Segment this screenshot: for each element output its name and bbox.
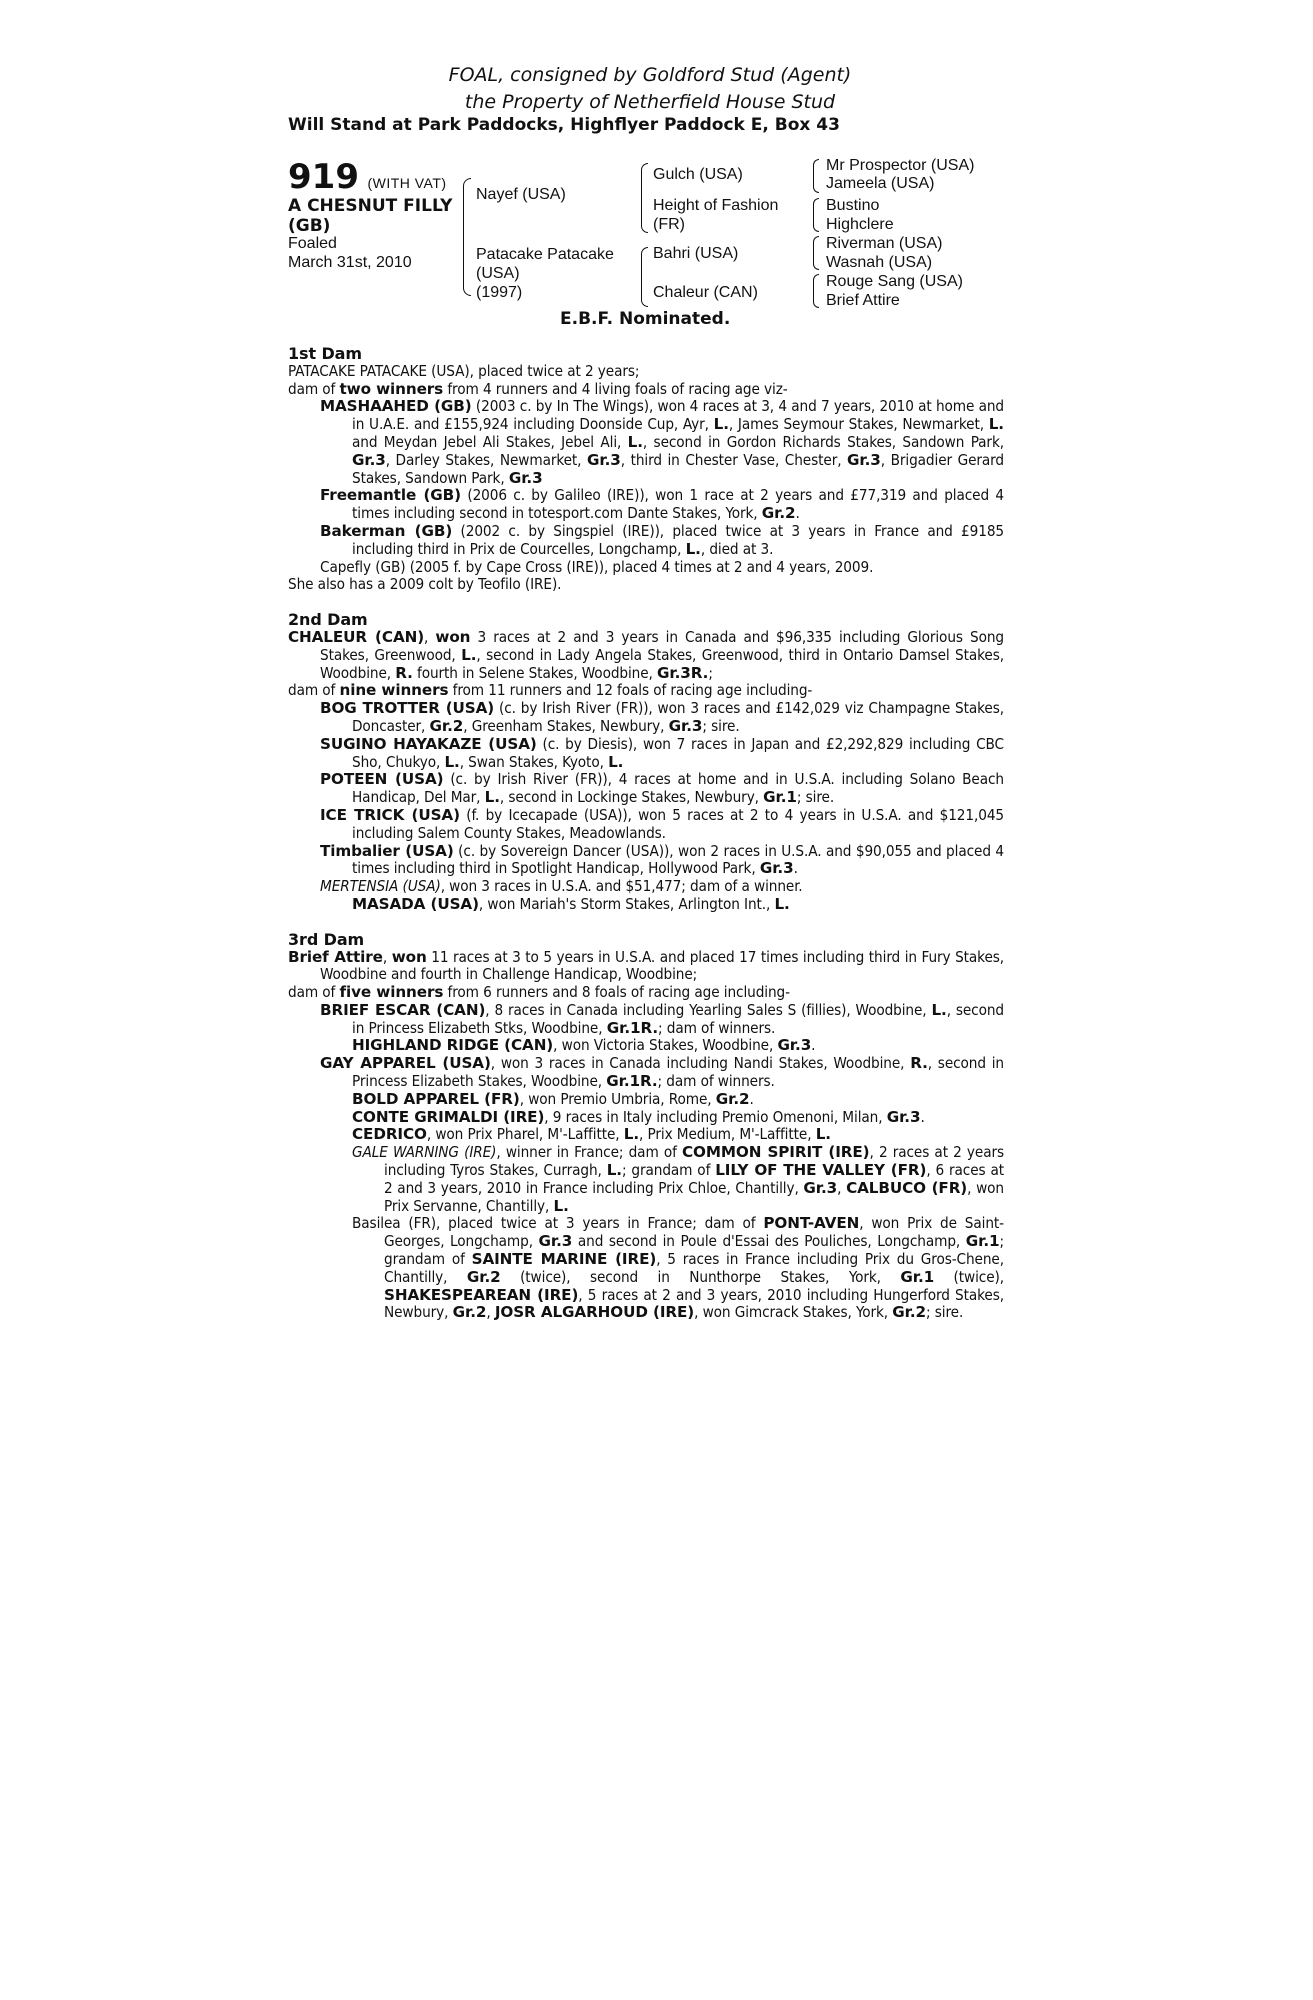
produce-entry: CEDRICO, won Prix Pharel, M'-Laffitte, L., Prix Medium, M'-Laffitte, L. bbox=[352, 1125, 831, 1144]
produce-entry: GAY APPAREL (USA), won 3 races in Canada including Nandi Stakes, Woodbine, R., second in Princess Elizabeth Stakes, Woodbine, Gr.1R.; dam of winners. bbox=[320, 1054, 1004, 1091]
dam-dam-dam: Brief Attire bbox=[826, 292, 900, 309]
foaled-date-value: March 31st, 2010 bbox=[288, 254, 412, 271]
produce-entry: BOLD APPAREL (FR), won Premio Umbria, Rome, Gr.2. bbox=[352, 1089, 754, 1108]
sire-dam-line2: (FR) bbox=[653, 216, 685, 233]
dam-line3: (1997) bbox=[476, 284, 523, 301]
produce-entry: Basilea (FR), placed twice at 3 years in France; dam of PONT-AVEN, won Prix de Saint-Georges, Longchamp, Gr.3 and second in Poule d'Essai des Pouliches, Longchamp, Gr.1; grandam of SAINTE MARINE (IRE), 5 races in France including Prix du Gros-Chene, Chantilly, Gr.2 (twice), second in Nunthorpe Stakes, York, Gr.1 (twice), SHAKESPEAREAN (IRE), 5 races at 2 and 3 years, 2010 including Hungerford Stakes, Newbury, Gr.2, JOSR ALGARHOUD (IRE), won Gimcrack Stakes, York, Gr.2; sire. bbox=[352, 1214, 1005, 1322]
foal-description bbox=[288, 196, 452, 236]
dam-sire: Bahri (USA) bbox=[653, 245, 739, 262]
first-dam-produce-intro: dam of two winners from 4 runners and 4 living foals of racing age viz- bbox=[288, 379, 788, 398]
produce-entry: GALE WARNING (IRE), winner in France; dam of COMMON SPIRIT (IRE), 2 races at 2 years including Tyros Stakes, Curragh, L.; grandam of LILY OF THE VALLEY (FR), 6 races at 2 and 3 years, 2010 in France including Prix Chloe, Chantilly, Gr.3, CALBUCO (FR), won Prix Servanne, Chantilly, L. bbox=[352, 1143, 1005, 1215]
foal-sex-line1: A CHESNUT FILLY bbox=[288, 196, 453, 216]
second-dam-produce-intro: dam of nine winners from 11 runners and 12 foals of racing age including- bbox=[288, 681, 813, 700]
foal-sex-line2: (GB) bbox=[288, 216, 331, 236]
sire-dam-sire: Bustino bbox=[826, 197, 880, 214]
produce-entry: SUGINO HAYAKAZE (USA) (c. by Diesis), won 7 races in Japan and £2,292,829 including CBC Sho, Chukyo, L., Swan Stakes, Kyoto, L. bbox=[320, 734, 1005, 771]
produce-record bbox=[288, 345, 1004, 1322]
second-dam-paragraph: CHALEUR (CAN), won 3 races at 2 and 3 years in Canada and $96,335 including Glorious Song Stakes, Greenwood, L., second in Lady Angela Stakes, Greenwood, third in Ontario Damsel Stakes, Woodbine, R. fourth in Selene Stakes, Woodbine, Gr.3R.; bbox=[288, 627, 1004, 682]
third-dam-paragraph: Brief Attire, won 11 races at 3 to 5 years in U.S.A. and placed 17 times including third in Fury Stakes, Woodbine and fourth in Challenge Handicap, Woodbine; bbox=[288, 947, 1005, 984]
produce-entry: MERTENSIA (USA), won 3 races in U.S.A. and $51,477; dam of a winner. bbox=[320, 877, 803, 896]
ebf-nominated: E.B.F. Nominated. bbox=[560, 309, 731, 329]
sire-sire: Gulch (USA) bbox=[653, 166, 743, 183]
pedigree-brace-3b bbox=[813, 198, 819, 232]
produce-entry: Timbalier (USA) (c. by Sovereign Dancer (USA)), won 2 races in U.S.A. and $90,055 and placed 4 times including third in Spotlight Handicap, Hollywood Park, Gr.3. bbox=[320, 841, 1004, 878]
dam bbox=[476, 245, 614, 302]
lot-number-block bbox=[288, 157, 447, 197]
foaled-label: Foaled bbox=[288, 235, 337, 252]
consignor-line: FOAL, consigned by Goldford Stud (Agent) bbox=[448, 64, 852, 86]
third-dam-heading: 3rd Dam bbox=[288, 929, 365, 949]
property-line: the Property of Netherfield House Stud bbox=[464, 91, 836, 113]
pedigree-brace-2b bbox=[641, 247, 648, 307]
third-dam-produce-intro: dam of five winners from 6 runners and 8 foals of racing age including- bbox=[288, 983, 790, 1002]
pedigree-brace-1 bbox=[463, 178, 471, 296]
stand-location: Will Stand at Park Paddocks, Highflyer Paddock E, Box 43 bbox=[288, 115, 840, 135]
first-dam-paragraph: PATACAKE PATACAKE (USA), placed twice at 2 years; bbox=[288, 361, 640, 380]
produce-entry: Capefly (GB) (2005 f. by Cape Cross (IRE)), placed 4 times at 2 and 4 years, 2009. bbox=[320, 557, 874, 576]
lot-number: 919 bbox=[288, 157, 359, 197]
produce-entry: She also has a 2009 colt by Teofilo (IRE). bbox=[288, 575, 562, 594]
first-dam-heading: 1st Dam bbox=[288, 344, 362, 363]
produce-entry: MASADA (USA), won Mariah's Storm Stakes, Arlington Int., L. bbox=[352, 894, 790, 913]
produce-entry: POTEEN (USA) (c. by Irish River (FR)), 4 races at home and in U.S.A. including Solano Beach Handicap, Del Mar, L., second in Lockinge Stakes, Newbury, Gr.1; sire. bbox=[320, 770, 1004, 807]
pedigree-brace-3d bbox=[813, 274, 819, 308]
dam-sire-sire: Riverman (USA) bbox=[826, 235, 943, 252]
pedigree-brace-3a bbox=[813, 159, 819, 193]
dam-sire-dam: Wasnah (USA) bbox=[826, 254, 933, 271]
dam-line2: (USA) bbox=[476, 265, 520, 282]
sire: Nayef (USA) bbox=[476, 186, 566, 203]
produce-entry: HIGHLAND RIDGE (CAN), won Victoria Stakes, Woodbine, Gr.3. bbox=[352, 1036, 816, 1055]
dam-dam: Chaleur (CAN) bbox=[653, 284, 758, 301]
produce-entry: Freemantle (GB) (2006 c. by Galileo (IRE)), won 1 race at 2 years and £77,319 and placed 4 times including second in totesport.com Dante Stakes, York, Gr.2. bbox=[320, 486, 1005, 523]
second-dam-heading: 2nd Dam bbox=[288, 610, 368, 630]
dam-line1: Patacake Patacake bbox=[476, 246, 614, 263]
sire-sire-dam: Jameela (USA) bbox=[826, 175, 935, 192]
produce-entry: Bakerman (GB) (2002 c. by Singspiel (IRE)), placed twice at 3 years in France and £9185 including third in Prix de Courcelles, Longchamp, L., died at 3. bbox=[320, 521, 1005, 558]
sire-dam bbox=[653, 196, 778, 234]
sire-dam-dam: Highclere bbox=[826, 216, 894, 233]
produce-entry: BOG TROTTER (USA) (c. by Irish River (FR)), won 3 races and £142,029 viz Champagne Stakes, Doncaster, Gr.2, Greenham Stakes, Newbury, Gr.3; sire. bbox=[320, 699, 1004, 735]
produce-entry: MASHAAHED (GB) (2003 c. by In The Wings), won 4 races at 3, 4 and 7 years, 2010 at home and in U.A.E. and £155,924 including Doonside Cup, Ayr, L., James Seymour Stakes, Newmarket, L. and Meydan Jebel Ali Stakes, Jebel Ali, L., second in Gordon Richards Stakes, Sandown Park, Gr.3, Darley Stakes, Newmarket, Gr.3, third in Chester Vase, Chester, Gr.3, Brigadier Gerard Stakes, Sandown Park, Gr.3 bbox=[320, 397, 1005, 487]
produce-entry: ICE TRICK (USA) (f. by Icecapade (USA)), won 5 races at 2 to 4 years in U.S.A. and $121,045 including Salem County Stakes, Meadowlands. bbox=[320, 805, 1005, 842]
dam-dam-sire: Rouge Sang (USA) bbox=[826, 273, 963, 290]
pedigree-brace-3c bbox=[813, 236, 819, 270]
foaled-date bbox=[288, 234, 412, 272]
vat-label: (WITH VAT) bbox=[367, 175, 447, 191]
sire-sire-sire: Mr Prospector (USA) bbox=[826, 157, 975, 174]
pedigree-brace-2a bbox=[641, 163, 648, 233]
produce-entry: CONTE GRIMALDI (IRE), 9 races in Italy including Premio Omenoni, Milan, Gr.3. bbox=[352, 1107, 925, 1126]
sire-dam-line1: Height of Fashion bbox=[653, 197, 779, 214]
produce-entry: BRIEF ESCAR (CAN), 8 races in Canada including Yearling Sales S (fillies), Woodbine, L., second in Princess Elizabeth Stks, Woodbine, Gr.1R.; dam of winners. bbox=[320, 1000, 1004, 1037]
